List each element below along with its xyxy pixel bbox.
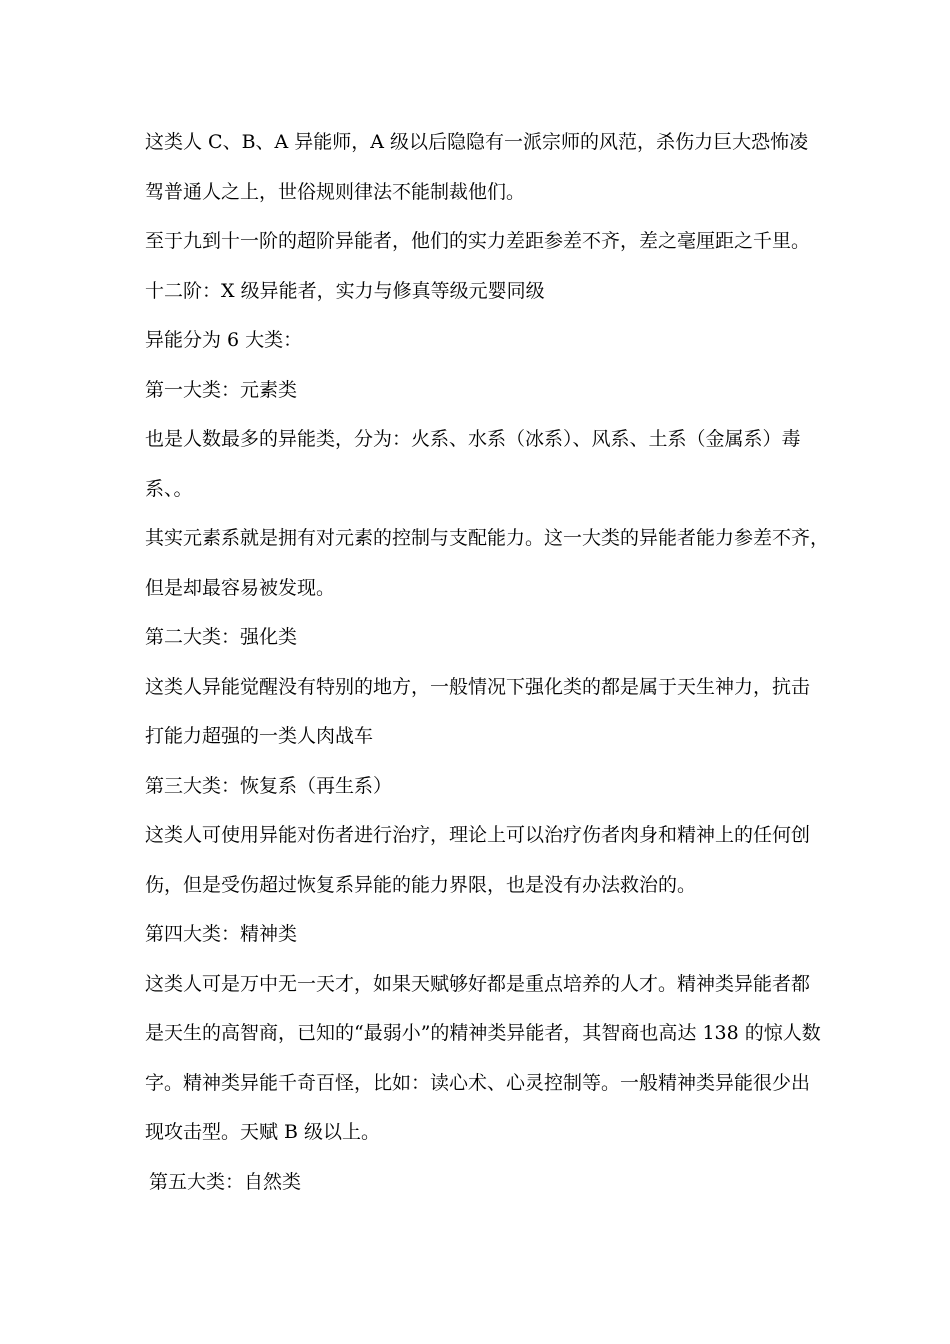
section-heading: 第四大类：精神类 (145, 923, 298, 945)
text-line: 这类人异能觉醒没有特别的地方，一般情况下强化类的都是属于天生神力，抗击 (145, 675, 811, 698)
text-line: 是天生的高智商，已知的“最弱小”的精神类异能者，其智商也高达 138 的惊人数 (145, 1022, 821, 1044)
document-body (145, 118, 830, 1207)
text-line: 其实元素系就是拥有对元素的控制与支配能力。这一大类的异能者能力参差不齐， (145, 527, 830, 549)
text-line: 异能分为 6 大类： (145, 329, 303, 351)
text-line: 至于九到十一阶的超阶异能者，他们的实力差距参差不齐，差之毫厘距之千里。 (145, 230, 811, 252)
text-line: 系、。 (145, 477, 193, 500)
section-heading: 第二大类：强化类 (145, 626, 298, 648)
text-line: 十二阶：X 级异能者，实力与修真等级元婴同级 (145, 279, 545, 302)
text-line: 这类人可使用异能对伤者进行治疗，理论上可以治疗伤者肉身和精神上的任何创 (145, 824, 811, 846)
text-line: 也是人数最多的异能类，分为：火系、水系（冰系）、风系、土系（金属系）毒 (145, 428, 801, 450)
text-line: 这类人可是万中无一天才，如果天赋够好都是重点培养的人才。精神类异能者都 (145, 972, 811, 995)
section-heading: 第一大类：元素类 (145, 378, 298, 401)
text-line: 但是却最容易被发现。 (145, 576, 336, 599)
section-heading: 第三大类：恢复系（再生系） (145, 774, 393, 797)
text-line: 打能力超强的一类人肉战车 (145, 725, 374, 747)
text-line: 驾普通人之上，世俗规则律法不能制裁他们。 (145, 180, 526, 203)
text-line: 这类人 C、B、A 异能师，A 级以后隐隐有一派宗师的风范，杀伤力巨大恐怖凌 (145, 131, 809, 153)
text-line: 现攻击型。天赋 B 级以上。 (145, 1121, 381, 1143)
text-line: 伤，但是受伤超过恢复系异能的能力界限，也是没有办法救治的。 (145, 873, 697, 896)
text-line: 字。精神类异能千奇百怪，比如：读心术、心灵控制等。一般精神类异能很少出 (145, 1071, 811, 1094)
section-heading: 第五大类：自然类 (149, 1170, 302, 1193)
